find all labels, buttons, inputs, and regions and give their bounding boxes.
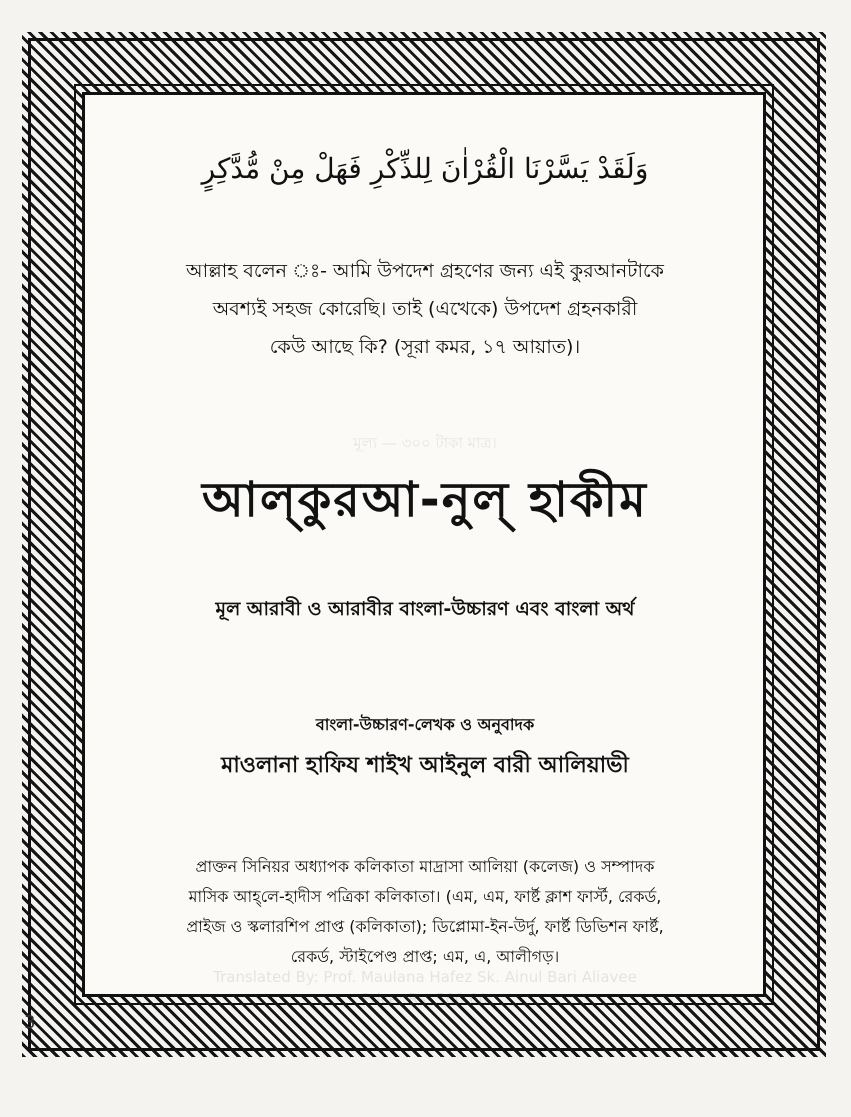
quote-block [82, 252, 768, 366]
quote-line-3: কেউ আছে কি? (সূরা কমর, ১৭ আয়াত)। [269, 336, 581, 358]
bio-line-2: মাসিক আহ্‌লে-হাদীস পত্রিকা কলিকাতা। (এম, এম, ফার্ষ্ট ক্লাশ ফার্স্ট, রেকর্ড, [188, 887, 662, 906]
bleed-through-translated-by: Translated By: Prof. Maulana Hafez Sk. Ainul Bari Aliavee [213, 968, 637, 986]
bio-line-4: রেকর্ড, স্টাইপেণ্ড প্রাপ্ত; এম, এ, আলীগড়। [290, 947, 560, 966]
page-mark: 3 [24, 1012, 36, 1033]
credit-label: বাংলা-উচ্চারণ-লেখক ও অনুবাদক [315, 715, 535, 734]
quran-verse: وَلَقَدْ يَسَّرْنَا الْقُرْاٰنَ لِلذِّكْرِ فَهَلْ مِنْ مُّدَّكِرٍ [201, 152, 649, 185]
author-bio [82, 852, 768, 972]
author-name: মাওলানা হাফিয শাইখ আইনুল বারী আলিয়াভী [221, 753, 629, 778]
title-page [82, 92, 768, 997]
bio-line-1: প্রাক্তন সিনিয়র অধ্যাপক কলিকাতা মাদ্রাসা আলিয়া (কলেজ) ও সম্পাদক [195, 857, 655, 876]
bio-line-3: প্রাইজ ও স্কলারশিপ প্রাপ্ত (কলিকাতা); ডিপ্লোমা-ইন-উর্দু, ফার্ষ্ট ডিভিশন ফার্ষ্ট, [186, 917, 664, 936]
quote-line-2: অবশ্যই সহজ কোরেছি। তাই (এখেকে) উপদেশ গ্রহনকারী [212, 298, 638, 320]
quote-line-1: আল্লাহ বলেন ঃ- আমি উপদেশ গ্রহণের জন্য এই কুরআনটাকে [186, 260, 664, 282]
book-title: আল্‌কুরআ-নুল্‌ হাকীম [202, 472, 648, 528]
book-subtitle: মূল আরাবী ও আরাবীর বাংলা-উচ্চারণ এবং বাংলা অর্থ [215, 598, 635, 620]
bleed-through-price-line: মূল্য — ৩০০ টাকা মাত্র। [353, 434, 497, 452]
